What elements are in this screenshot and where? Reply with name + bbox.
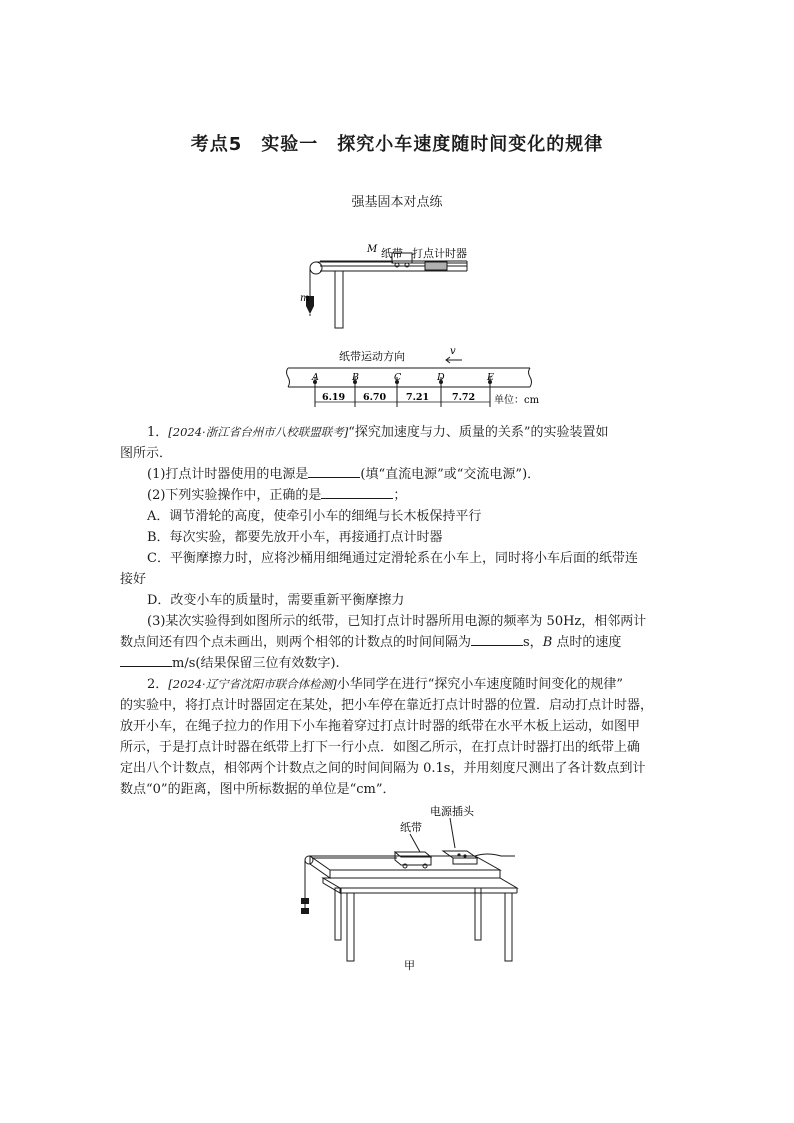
sub-question-text: (填“直流电源”或“交流电源”)．: [360, 467, 541, 482]
option-b: B．每次实验，都要先放开小车，再接通打点计时器: [147, 530, 443, 545]
stem-text: “探究加速度与力、质量的关系”的实验装置如: [348, 425, 609, 440]
option-d: D．改变小车的质量时，需要重新平衡摩擦力: [147, 593, 405, 608]
question-2: [120, 674, 680, 800]
sub-question-text: 点时的速度: [552, 635, 622, 650]
sub-question-2: [120, 485, 680, 506]
sub-question-3-cont: [120, 632, 680, 653]
option-c-cont: 接好: [120, 572, 147, 587]
page-title: 考点5 实验一 探究小车速度随时间变化的规律: [190, 134, 604, 155]
stem-text: 小华同学在进行“探究小车速度随时间变化的规律”: [336, 677, 623, 692]
sub-question-text: s，: [523, 635, 543, 650]
stem-text: 的实验中，将打点计时器固定在某处，把小车停在靠近打点计时器的位置．启动打点计时器，: [120, 698, 654, 713]
sub-question-text: 数点间还有四个点未画出，则两个相邻的计数点的时间间隔为: [120, 635, 472, 650]
velocity-label: v: [450, 346, 456, 357]
section-subtitle: 强基固本对点练: [351, 195, 443, 210]
sub-question-text: m/s(结果保留三位有效数字).: [172, 656, 340, 671]
stem-text: 所示，于是打点计时器在纸带上打下一行小点．如图乙所示，在打点计时器打出的纸带上确: [120, 740, 641, 755]
sub-question-3-end: [120, 653, 680, 674]
apparatus-figure: [295, 240, 510, 332]
label-m: m: [300, 293, 310, 304]
direction-label: 纸带运动方向: [339, 350, 405, 363]
question-number: 1．: [147, 425, 169, 440]
point-label: D: [437, 372, 445, 383]
answer-blank[interactable]: [120, 653, 172, 667]
answer-blank[interactable]: [308, 464, 360, 478]
label-timer: 打点计时器: [412, 247, 467, 260]
sub-question-3: (3)某次实验得到如图所示的纸带，已知打点计时器所用电源的频率为 50Hz，相邻两计: [147, 614, 647, 629]
question-source: [2024·浙江省台州市八校联盟联考]: [168, 425, 349, 439]
point-label: C: [394, 372, 402, 383]
point-label: B: [352, 372, 359, 383]
point-symbol: B: [542, 635, 553, 650]
sub-question-text: ；: [393, 488, 407, 503]
paper-tape-figure: [284, 345, 544, 409]
label-tape: 纸带: [381, 247, 403, 260]
point-label: E: [487, 372, 494, 383]
plug-label: 电源插头: [430, 805, 474, 818]
label-M: M: [367, 244, 378, 255]
unit-label: 单位：cm: [494, 395, 540, 406]
question-number: 2．: [147, 677, 169, 692]
option-a: A．调节滑轮的高度，使牵引小车的细绳与长木板保持平行: [147, 509, 482, 524]
distance-label: 6.19: [322, 392, 346, 403]
stem-text: 图所示．: [120, 446, 173, 461]
distance-label: 7.21: [406, 392, 430, 403]
sub-question-text: (1)打点计时器使用的电源是: [147, 467, 309, 482]
answer-blank[interactable]: [321, 485, 393, 499]
answer-blank[interactable]: [471, 632, 523, 646]
stem-text: 放开小车，在绳子拉力的作用下小车拖着穿过打点计时器的纸带在水平木板上运动，如图甲: [120, 719, 641, 734]
tape-label: 纸带: [400, 821, 422, 834]
question-2-stem: [120, 674, 680, 695]
sub-question-1: [120, 464, 680, 485]
distance-label: 7.72: [452, 392, 476, 403]
table-apparatus-figure: [295, 800, 525, 976]
sub-question-text: (2)下列实验操作中，正确的是: [147, 488, 322, 503]
question-source: [2024·辽宁省沈阳市联合体检测]: [168, 677, 337, 691]
option-c: C．平衡摩擦力时，应将沙桶用细绳通过定滑轮系在小车上，同时将小车后面的纸带连: [147, 551, 638, 566]
point-label: A: [312, 372, 319, 383]
question-1: [120, 422, 680, 674]
distance-label: 6.70: [363, 392, 387, 403]
figure-caption: 甲: [404, 959, 415, 972]
question-1-stem: [120, 422, 680, 443]
stem-text: 数点“0”的距离，图中所标数据的单位是“cm”．: [120, 782, 396, 797]
stem-text: 定出八个计数点，相邻两个计数点之间的时间间隔为 0.1s，并用刻度尺测出了各计数点到计: [120, 761, 646, 776]
